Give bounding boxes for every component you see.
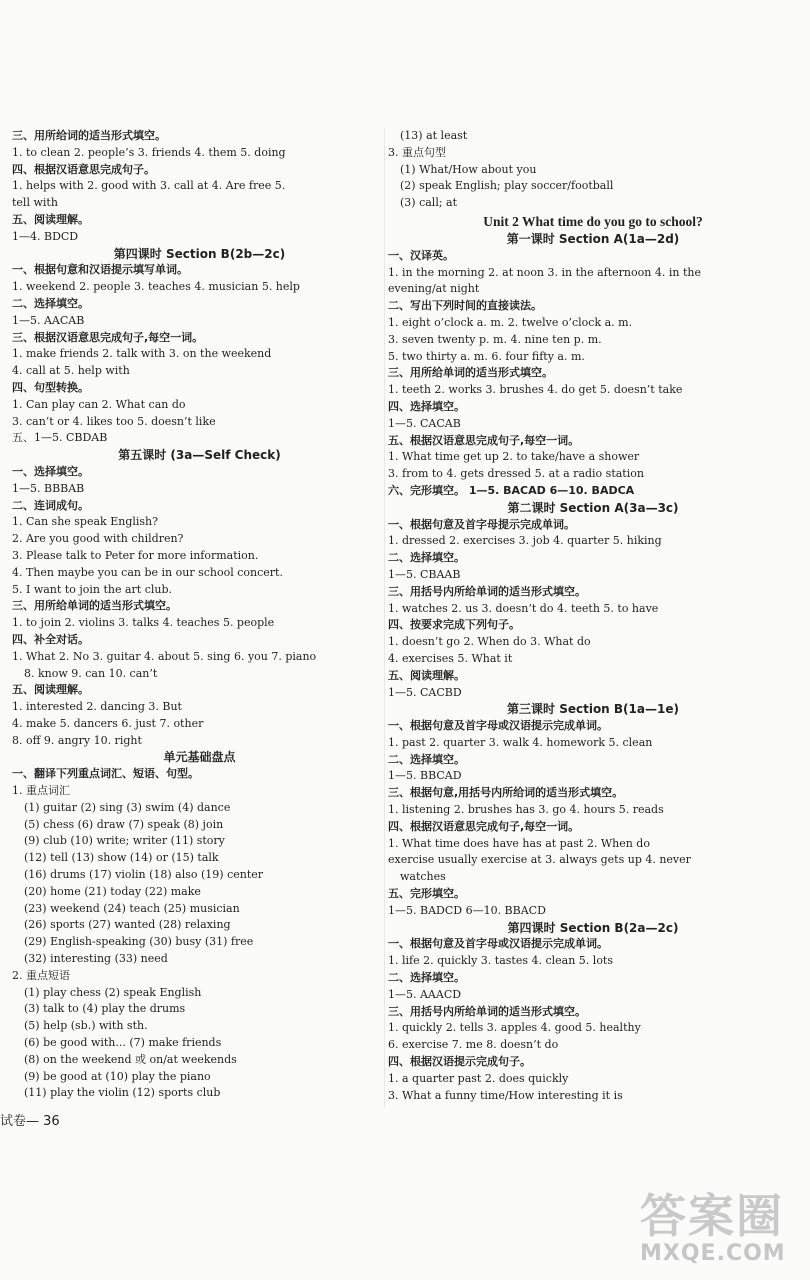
right-lesson-title: 第一课时 Section A(1a—2d)	[506, 231, 680, 246]
left-lesson-title: 第五课时 (3a—Self Check)	[118, 448, 281, 463]
right-answer-line: (13) at least	[400, 129, 468, 142]
right-answer-line: (3) call; at	[400, 196, 458, 210]
watermark-logo-text: 答案圈	[640, 1189, 784, 1243]
right-heading: 四、选择填空。	[388, 399, 465, 413]
left-answer-line: 1. weekend 2. people 3. teaches 4. musician 5. help	[12, 280, 300, 294]
left-answer-line: (32) interesting (33) need	[24, 952, 168, 966]
watermark-url: MXQE.COM	[640, 1241, 786, 1266]
right-column	[388, 128, 798, 1104]
right-lesson-title: 第三课时 Section B(1a—1e)	[507, 702, 679, 717]
left-answer-line: 8. off 9. angry 10. right	[12, 733, 142, 747]
right-answer-line: 1. quickly 2. tells 3. apples 4. good 5. healthy	[388, 1021, 641, 1035]
left-heading: 二、选择填空。	[12, 296, 89, 310]
right-answer-line: 1. What time get up 2. to take/have a shower	[388, 450, 640, 464]
right-answer-line: 4. exercises 5. What it	[388, 651, 513, 665]
right-answer-line: 1. listening 2. brushes has 3. go 4. hours 5. reads	[388, 803, 664, 817]
right-answer-line: (1) What/How about you	[400, 162, 537, 176]
left-heading: 一、选择填空。	[12, 464, 89, 478]
right-answer-line: 3. from to 4. gets dressed 5. at a radio station	[388, 467, 644, 481]
right-heading: 五、根据汉语意思完成句子,每空一词。	[388, 433, 580, 447]
left-answer-line: (3) talk to (4) play the drums	[24, 1002, 186, 1016]
left-answer-line: (16) drums (17) violin (18) also (19) center	[24, 868, 264, 882]
left-answer-line: (9) club (10) write; writer (11) story	[24, 834, 225, 848]
right-heading: 五、阅读理解。	[388, 668, 465, 682]
left-heading: 二、连词成句。	[12, 498, 89, 512]
right-heading: 一、根据句意及首字母提示完成单词。	[388, 517, 575, 531]
right-answer-line: 3. What a funny time/How interesting it is	[388, 1088, 623, 1102]
left-answer-line: 1. helps with 2. good with 3. call at 4. Are free 5.	[12, 179, 286, 193]
right-answer-line: 1—5. CBAAB	[388, 567, 461, 581]
left-answer-line: 1. 重点词汇	[12, 784, 70, 798]
left-answer-line: 5. I want to join the art club.	[12, 582, 173, 596]
left-heading: 四、句型转换。	[12, 380, 89, 394]
left-answer-line: 1. Can she speak English?	[12, 515, 159, 529]
left-answer-line: (26) sports (27) wanted (28) relaxing	[24, 918, 231, 932]
right-answer-line: 1—5. CACBD	[388, 685, 462, 699]
right-heading: 一、根据句意及首字母或汉语提示完成单词。	[388, 937, 608, 951]
right-answer-line: 1. in the morning 2. at noon 3. in the afternoon 4. in the	[388, 265, 701, 279]
left-answer-line: (5) help (sb.) with sth.	[24, 1019, 148, 1033]
left-answer-line: 1. to clean 2. people’s 3. friends 4. them 5. doing	[12, 145, 286, 159]
right-lesson-title: 第四课时 Section B(2a—2c)	[507, 920, 679, 935]
left-answer-line: 4. call at 5. help with	[12, 364, 130, 378]
left-answer-line: 1—4. BDCD	[12, 229, 79, 243]
right-answer-line: 1. a quarter past 2. does quickly	[388, 1071, 569, 1085]
left-answer-line: tell with	[12, 196, 58, 210]
right-answer-line: watches	[400, 870, 446, 884]
left-answer-line: (29) English-speaking (30) busy (31) free	[24, 935, 254, 949]
left-lesson-title: 第四课时 Section B(2b—2c)	[113, 246, 286, 261]
right-answer-line: 1. dressed 2. exercises 3. job 4. quarter 5. hiking	[388, 534, 662, 548]
right-heading: 四、根据汉语意思完成句子,每空一词。	[388, 819, 580, 833]
left-answer-line: (12) tell (13) show (14) or (15) talk	[24, 851, 219, 865]
right-answer-line: 1. eight o’clock a. m. 2. twelve o’clock a. m.	[388, 315, 633, 329]
right-heading: 六、完形填空。 1—5. BACAD 6—10. BADCA	[388, 483, 635, 497]
right-heading: 四、根据汉语提示完成句子。	[388, 1055, 531, 1069]
left-answer-line: 1. What 2. No 3. guitar 4. about 5. sing 6. you 7. piano	[12, 649, 317, 663]
left-heading: 五、阅读理解。	[12, 683, 89, 697]
left-answer-line: 1. interested 2. dancing 3. But	[12, 700, 182, 714]
right-heading: 五、完形填空。	[388, 887, 465, 901]
left-heading: 五、阅读理解。	[12, 212, 89, 226]
right-answer-line: 1. What time does have has at past 2. When do	[388, 836, 650, 850]
right-answer-line: 1—5. BADCD 6—10. BBACD	[388, 903, 546, 917]
right-heading: 二、选择填空。	[388, 752, 465, 766]
left-answer-line: (23) weekend (24) teach (25) musician	[24, 901, 240, 915]
right-answer-line: 1. watches 2. us 3. doesn’t do 4. teeth 5. to have	[388, 601, 659, 615]
left-lesson-title: 单元基础盘点	[163, 750, 236, 765]
right-answer-line: 1. past 2. quarter 3. walk 4. homework 5. clean	[388, 735, 653, 749]
right-heading: 二、写出下列时间的直接读法。	[388, 299, 542, 313]
left-answer-line: (20) home (21) today (22) make	[24, 884, 201, 898]
right-lesson-title: 第二课时 Section A(3a—3c)	[507, 500, 679, 515]
left-answer-line: 8. know 9. can 10. can’t	[24, 666, 158, 680]
left-answer-line: 1. Can play can 2. What can do	[12, 397, 186, 411]
left-heading: 一、翻译下列重点词汇、短语、句型。	[12, 767, 199, 781]
left-answer-line: 4. make 5. dancers 6. just 7. other	[12, 716, 204, 730]
right-heading: 四、按要求完成下列句子。	[388, 618, 520, 632]
right-heading: 二、选择填空。	[388, 971, 465, 985]
left-answer-line: (11) play the violin (12) sports club	[24, 1086, 221, 1100]
left-column	[12, 128, 387, 1102]
right-unit-title: Unit 2 What time do you go to school?	[483, 213, 703, 229]
left-answer-line: (8) on the weekend 或 on/at weekends	[24, 1052, 237, 1066]
right-answer-line: 6. exercise 7. me 8. doesn’t do	[388, 1038, 559, 1052]
right-answer-line: 1—5. BBCAD	[388, 769, 462, 783]
left-answer-line: 3. Please talk to Peter for more information.	[12, 548, 259, 562]
left-heading: 四、补全对话。	[12, 632, 89, 646]
right-answer-line: 1—5. CACAB	[388, 416, 461, 430]
left-answer-line: (9) be good at (10) play the piano	[24, 1069, 211, 1083]
left-answer-line: 2. 重点短语	[12, 968, 70, 982]
left-answer-line: 2. Are you good with children?	[12, 532, 184, 546]
page-footer: 试卷— 36	[0, 1114, 60, 1129]
left-answer-line: 1. to join 2. violins 3. talks 4. teaches 5. people	[12, 616, 275, 630]
right-answer-line: 3. seven twenty p. m. 4. nine ten p. m.	[388, 332, 602, 346]
right-answer-line: 3. 重点句型	[388, 145, 446, 159]
right-answer-line: 1. teeth 2. works 3. brushes 4. do get 5. doesn’t take	[388, 383, 683, 397]
right-answer-line: 1. life 2. quickly 3. tastes 4. clean 5. lots	[388, 954, 614, 968]
right-answer-line: (2) speak English; play soccer/football	[400, 179, 614, 193]
left-heading: 三、用所给单词的适当形式填空。	[12, 599, 177, 613]
right-heading: 三、用括号内所给单词的适当形式填空。	[388, 584, 586, 598]
right-heading: 二、选择填空。	[388, 551, 465, 565]
left-heading: 四、根据汉语意思完成句子。	[12, 162, 155, 176]
left-answer-line: (1) play chess (2) speak English	[24, 985, 202, 999]
left-answer-line: 1. make friends 2. talk with 3. on the weekend	[12, 347, 272, 361]
left-answer-line: 五、1—5. CBDAB	[12, 431, 108, 445]
left-answer-line: (5) chess (6) draw (7) speak (8) join	[24, 817, 224, 831]
right-heading: 一、汉译英。	[388, 248, 454, 262]
left-answer-line: 4. Then maybe you can be in our school concert.	[12, 565, 283, 579]
right-heading: 三、根据句意,用括号内所给词的适当形式填空。	[388, 786, 624, 800]
left-answer-line: (1) guitar (2) sing (3) swim (4) dance	[24, 800, 231, 814]
left-heading: 三、用所给词的适当形式填空。	[12, 129, 166, 142]
right-answer-line: evening/at night	[388, 282, 480, 296]
right-answer-line: 1. doesn’t go 2. When do 3. What do	[388, 635, 591, 649]
right-answer-line: 1—5. AAACD	[388, 987, 462, 1001]
right-heading: 三、用括号内所给单词的适当形式填空。	[388, 1004, 586, 1018]
right-heading: 三、用所给单词的适当形式填空。	[388, 366, 553, 380]
right-answer-line: exercise usually exercise at 3. always gets up 4. never	[388, 853, 691, 867]
right-answer-line: 5. two thirty a. m. 6. four fifty a. m.	[388, 349, 585, 363]
left-answer-line: 1—5. AACAB	[12, 313, 85, 327]
watermark	[640, 1190, 800, 1270]
left-answer-line: (6) be good with... (7) make friends	[24, 1036, 222, 1050]
left-heading: 一、根据句意和汉语提示填写单词。	[12, 263, 188, 277]
left-answer-line: 3. can’t or 4. likes too 5. doesn’t like	[12, 414, 216, 428]
right-heading: 一、根据句意及首字母或汉语提示完成单词。	[388, 719, 608, 733]
left-answer-line: 1—5. BBBAB	[12, 481, 85, 495]
left-heading: 三、根据汉语意思完成句子,每空一词。	[12, 330, 204, 344]
